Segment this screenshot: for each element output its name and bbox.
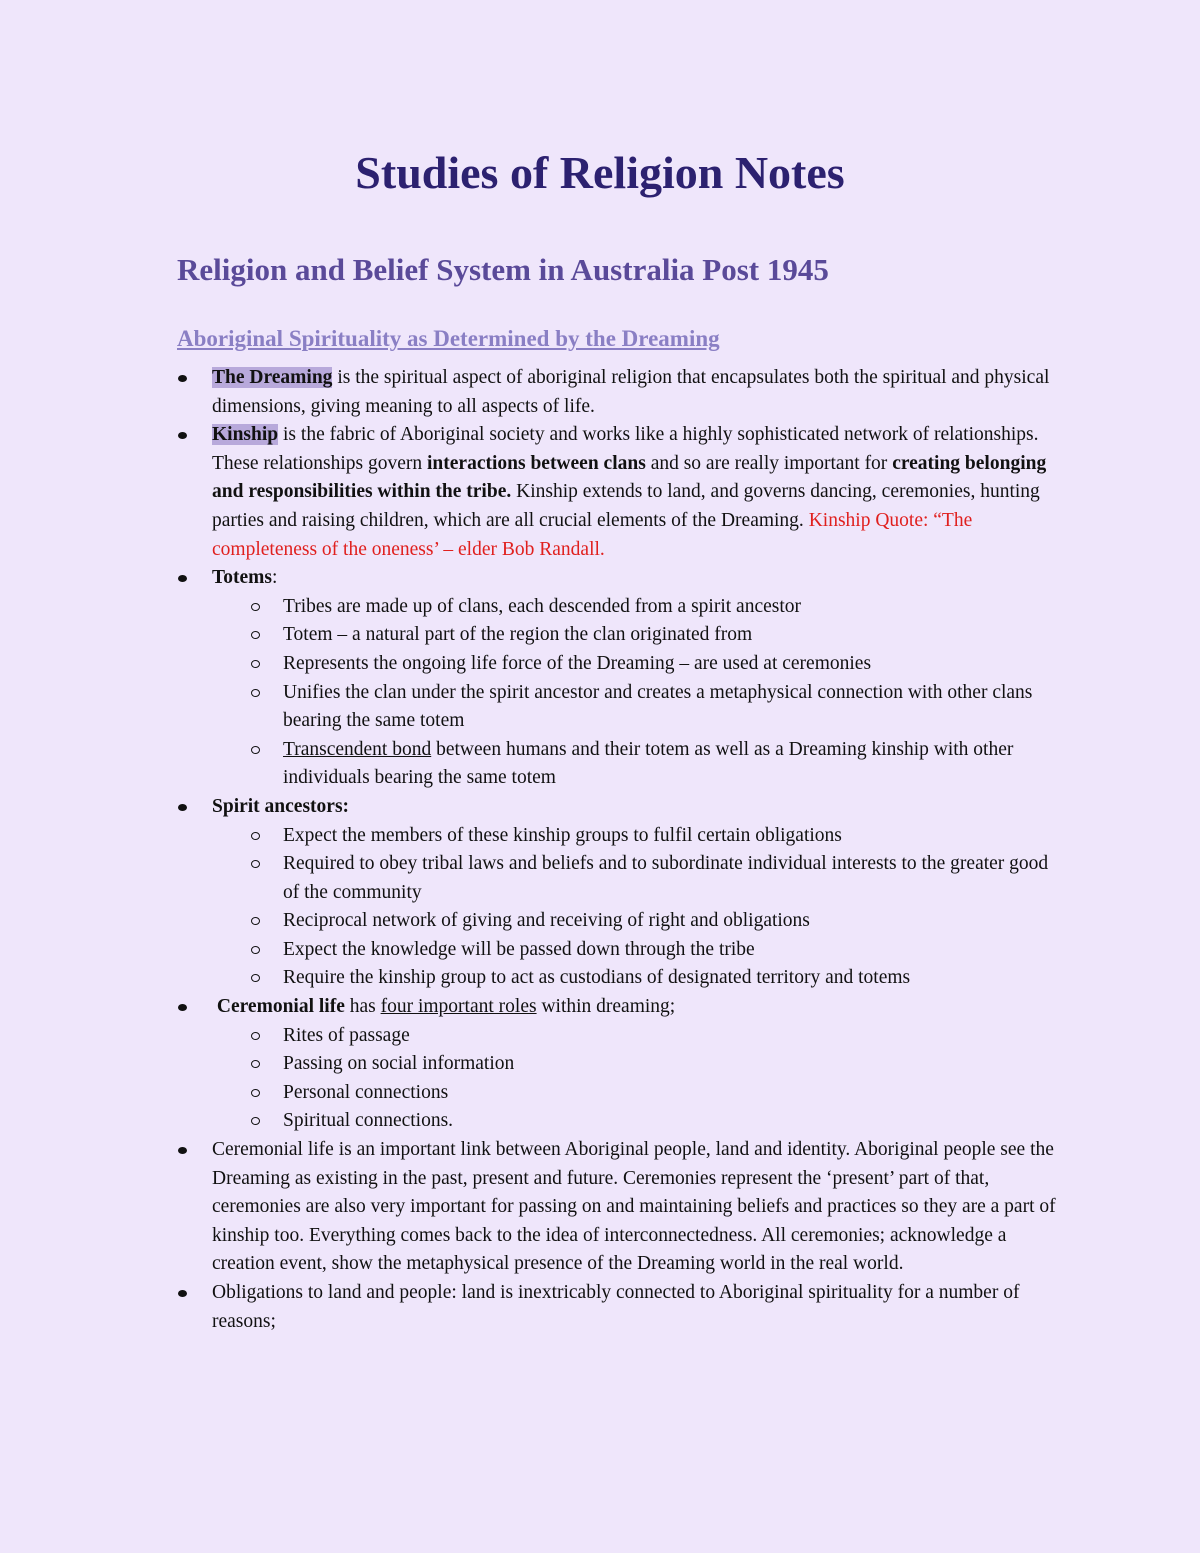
list-item-totems bbox=[177, 564, 1057, 793]
sub-item-text: Required to obey tribal laws and beliefs and to subordinate individual interests to the greater good of the community bbox=[283, 853, 1049, 903]
circle-bullet-icon bbox=[251, 1060, 260, 1068]
list-item-ceremonial-paragraph bbox=[177, 1136, 1057, 1279]
ceremonial-text-2: within dreaming; bbox=[536, 996, 676, 1018]
list-item bbox=[283, 964, 1057, 993]
sub-item-text: Tribes are made up of clans, each descended from a spirit ancestor bbox=[283, 595, 802, 617]
circle-bullet-icon bbox=[251, 974, 260, 982]
totems-sublist bbox=[212, 593, 1057, 793]
kinship-bold-2: creating belonging and responsibilities within the tribe. bbox=[212, 452, 1047, 503]
spirit-ancestors-sublist bbox=[212, 822, 1057, 994]
bullet-icon bbox=[178, 432, 187, 439]
sub-item-text: Represents the ongoing life force of the Dreaming – are used at ceremonies bbox=[283, 652, 872, 674]
bullet-icon bbox=[178, 1004, 187, 1011]
list-item bbox=[283, 1050, 1057, 1079]
list-item bbox=[283, 822, 1057, 851]
list-item bbox=[283, 679, 1057, 736]
main-bullet-list bbox=[177, 364, 1057, 1336]
kinship-bold-1: interactions between clans bbox=[427, 452, 646, 474]
sub-item-text: Rites of passage bbox=[283, 1024, 410, 1046]
list-item bbox=[283, 1107, 1057, 1136]
circle-bullet-icon bbox=[251, 603, 260, 611]
list-item bbox=[283, 593, 1057, 622]
list-item bbox=[283, 936, 1057, 965]
list-item bbox=[283, 850, 1057, 907]
sub-item-text: Totem – a natural part of the region the clan originated from bbox=[283, 624, 753, 646]
sub-item-text: Expect the knowledge will be passed down through the tribe bbox=[283, 938, 755, 960]
ceremonial-text-1: has bbox=[344, 996, 381, 1018]
sub-item-text: Expect the members of these kinship groups to fulfil certain obligations bbox=[283, 824, 842, 846]
sub-item-text: Spiritual connections. bbox=[283, 1110, 454, 1132]
kinship-text-1: is the fabric of Aboriginal society and works like a highly sophisticated network of relationships. These relationships govern bbox=[212, 424, 1039, 474]
sub-item-text: Reciprocal network of giving and receiving of right and obligations bbox=[283, 910, 810, 932]
kinship-text-3: Kinship extends to land, and governs dancing, ceremonies, hunting parties and raising children, which are all crucial elements of the Dreaming. bbox=[212, 481, 1040, 531]
bullet-icon bbox=[178, 804, 187, 811]
bullet-icon bbox=[178, 375, 187, 382]
sub-item-text: Require the kinship group to act as custodians of designated territory and totems bbox=[283, 967, 911, 989]
sub-item-text: between humans and their totem as well as a Dreaming kinship with other individuals bearing the same totem bbox=[283, 738, 1014, 789]
bullet-icon bbox=[178, 1147, 187, 1154]
circle-bullet-icon bbox=[251, 832, 260, 840]
circle-bullet-icon bbox=[251, 860, 260, 868]
list-item bbox=[283, 621, 1057, 650]
list-item-ceremonial-life bbox=[177, 993, 1057, 1136]
list-item-obligations bbox=[177, 1279, 1057, 1336]
circle-bullet-icon bbox=[251, 917, 260, 925]
circle-bullet-icon bbox=[251, 1117, 260, 1125]
list-item bbox=[283, 650, 1057, 679]
totems-colon: : bbox=[271, 567, 278, 589]
dreaming-text: is the spiritual aspect of aboriginal religion that encapsulates both the spiritual and physical dimensions, giving meaning to all aspects of life. bbox=[212, 367, 1050, 417]
transcendent-bond-term: Transcendent bond bbox=[283, 738, 432, 760]
term-spirit-ancestors: Spirit ancestors: bbox=[212, 795, 350, 817]
circle-bullet-icon bbox=[251, 1089, 260, 1097]
notes-body bbox=[177, 364, 1057, 1336]
subsection-heading: Aboriginal Spirituality as Determined by the Dreaming bbox=[177, 326, 720, 351]
sub-item-text: Personal connections bbox=[283, 1081, 449, 1103]
circle-bullet-icon bbox=[251, 946, 260, 954]
list-item bbox=[283, 1079, 1057, 1108]
term-ceremonial-life: Ceremonial life bbox=[216, 996, 345, 1018]
bullet-icon bbox=[178, 575, 187, 582]
bullet-icon bbox=[178, 1290, 187, 1297]
four-important-roles: four important roles bbox=[380, 996, 537, 1018]
sub-item-text: Unifies the clan under the spirit ancestor and creates a metaphysical connection with other clans bearing the same totem bbox=[283, 681, 1033, 732]
obligations-paragraph-text: Obligations to land and people: land is inextricably connected to Aboriginal spirituality for a number of reasons; bbox=[212, 1282, 1020, 1332]
term-the-dreaming: The Dreaming bbox=[212, 367, 333, 388]
circle-bullet-icon bbox=[251, 1032, 260, 1040]
kinship-text-2: and so are really important for bbox=[645, 452, 893, 474]
list-item bbox=[283, 1022, 1057, 1051]
term-totems: Totems bbox=[212, 567, 272, 589]
list-item bbox=[283, 907, 1057, 936]
circle-bullet-icon bbox=[251, 689, 260, 697]
list-item-kinship bbox=[177, 421, 1057, 564]
list-item bbox=[283, 736, 1057, 793]
section-heading: Religion and Belief System in Australia Post 1945 bbox=[177, 252, 829, 287]
term-kinship: Kinship bbox=[212, 424, 279, 446]
circle-bullet-icon bbox=[251, 631, 260, 639]
list-item-spirit-ancestors bbox=[177, 793, 1057, 993]
circle-bullet-icon bbox=[251, 746, 260, 754]
list-item-dreaming bbox=[177, 364, 1057, 421]
sub-item-text: Passing on social information bbox=[283, 1053, 515, 1075]
kinship-quote: Kinship Quote: “The completeness of the oneness’ – elder Bob Randall. bbox=[212, 509, 973, 560]
circle-bullet-icon bbox=[251, 660, 260, 668]
ceremonial-paragraph-text: Ceremonial life is an important link between Aboriginal people, land and identity. Aboriginal people see the Dreaming as existing in the past, present and future. Ceremonies represent the ‘present’ part of that, ceremonies are also very important for passing on and maintaining beliefs and practices so they are a part of kinship too. Everything comes back to the idea of interconnectedness. All ceremonies; acknowledge a creation event, show the metaphysical presence of the Dreaming world in the real world. bbox=[212, 1139, 1056, 1275]
page-title: Studies of Religion Notes bbox=[355, 147, 845, 198]
ceremonial-sublist bbox=[212, 1022, 1057, 1136]
